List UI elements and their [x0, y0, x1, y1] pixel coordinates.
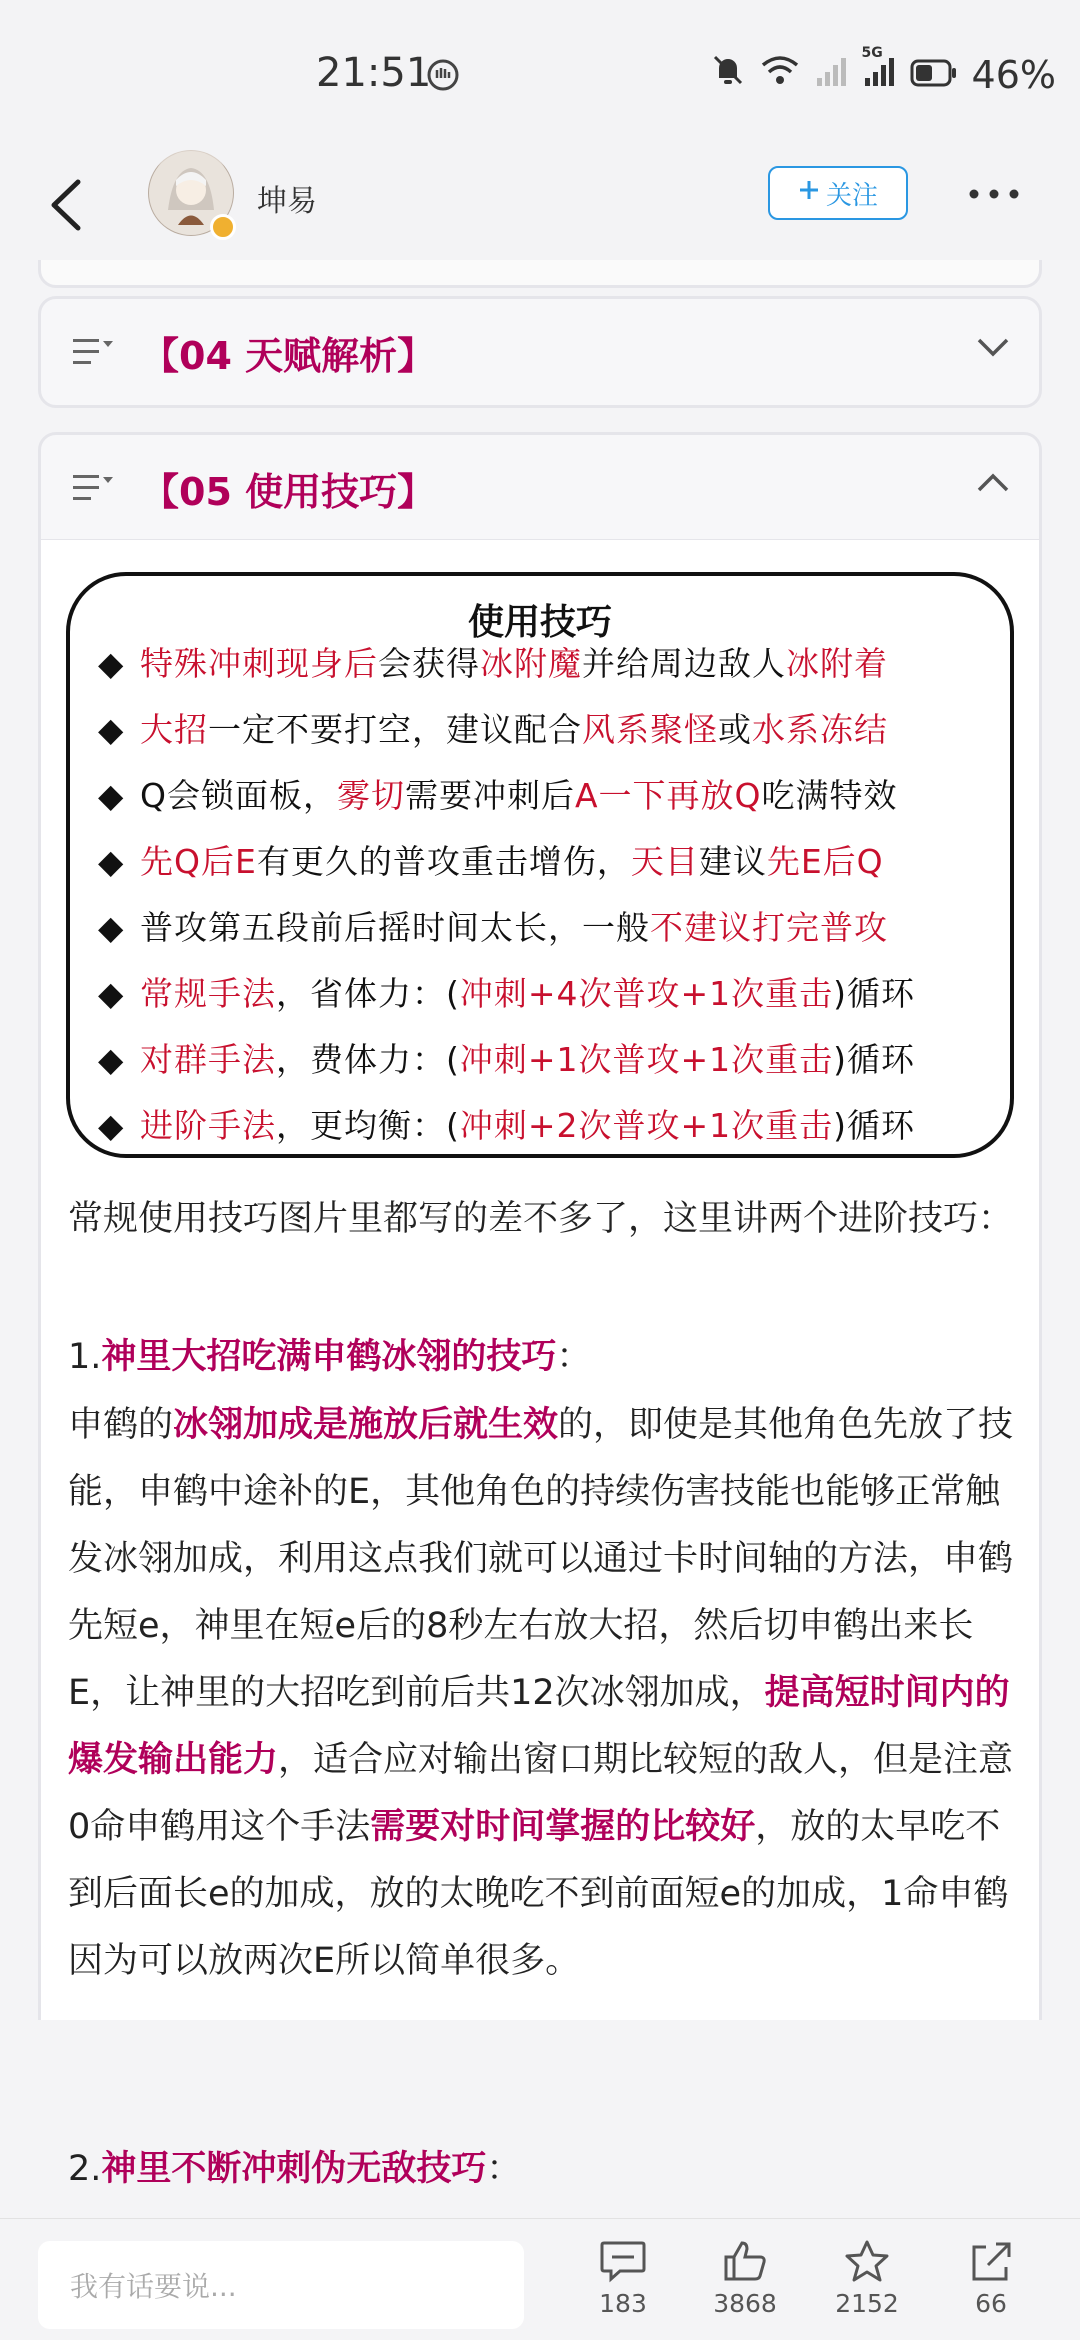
- tip-highlight: 进阶手法: [140, 1106, 276, 1145]
- tip-colon: ：: [486, 2149, 522, 2189]
- tips-image[interactable]: [66, 572, 1014, 1158]
- diamond-bullet-icon: ◆: [98, 776, 125, 815]
- tip-highlight: 冰附魔: [480, 644, 582, 683]
- previous-section-card[interactable]: [38, 260, 1042, 288]
- tip-line: [98, 1100, 915, 1147]
- tip-line: [98, 968, 915, 1015]
- tip-colon: ：: [556, 1337, 592, 1377]
- comment-input[interactable]: 我有话要说...: [38, 2241, 524, 2329]
- tip-highlight: 对群手法: [140, 1040, 276, 1079]
- section-04-header[interactable]: [38, 296, 1042, 408]
- article-intro: 常规使用技巧图片里都写的差不多了，这里讲两个进阶技巧：: [68, 1199, 1014, 1239]
- comment-count: 183: [599, 2289, 647, 2318]
- tip-text: 有更久的普攻重击增伤，: [256, 842, 631, 881]
- status-bar: [0, 0, 1080, 150]
- battery-icon: [910, 53, 958, 97]
- section-title: 【05 使用技巧】: [141, 470, 436, 514]
- diamond-bullet-icon: ◆: [98, 1040, 125, 1079]
- tip-line: [98, 1034, 915, 1081]
- mute-bell-icon: [710, 52, 746, 97]
- tip-highlight: 先E后Q: [766, 842, 884, 881]
- tip-number: 2.: [68, 2149, 102, 2189]
- tip-highlight: 先Q后E: [140, 842, 257, 881]
- follow-button[interactable]: [768, 166, 908, 220]
- share-icon: [966, 2268, 1016, 2287]
- share-button[interactable]: [946, 2239, 1036, 2318]
- tip-title: 神里大招吃满申鹤冰翎的技巧: [101, 1337, 557, 1377]
- battery-percent: 46%: [971, 52, 1056, 97]
- tip-highlight: A一下再放Q: [574, 776, 762, 815]
- tip-text: 吃满特效: [761, 776, 898, 815]
- tip-highlight: 常规手法: [140, 974, 276, 1013]
- paragraph-text: 申鹤的: [68, 1405, 174, 1445]
- tip-text: 并给周边敌人: [582, 644, 786, 683]
- like-button[interactable]: [700, 2239, 790, 2318]
- tip-text: )循环: [833, 1106, 916, 1145]
- signal-5g-icon: [861, 44, 896, 97]
- diamond-bullet-icon: ◆: [98, 644, 125, 683]
- section-title: 【04 天赋解析】: [141, 334, 436, 378]
- avatar[interactable]: [148, 150, 234, 236]
- thumbs-up-icon: [720, 2268, 770, 2287]
- paragraph-text: ，放的太早吃不到后面长e的加成，放的太晚吃不到前面短e的加成，1命申鹤因为可以放两次E所以简单很多。: [68, 1807, 1009, 1981]
- chevron-up-icon[interactable]: [975, 471, 1011, 499]
- tip-highlight: 天目: [630, 842, 699, 881]
- tip-highlight: 冲刺+4次普攻+1次重击: [459, 974, 834, 1013]
- tip-text: )循环: [833, 974, 916, 1013]
- diamond-bullet-icon: ◆: [98, 908, 125, 947]
- tips-title: 使用技巧: [467, 602, 612, 643]
- tip-line: [98, 902, 888, 949]
- network-label: 5G: [861, 44, 883, 61]
- tip-highlight: 冰附着: [786, 644, 888, 683]
- tip-line: [98, 638, 888, 685]
- tip-highlight: 冲刺+2次普攻+1次重击: [459, 1106, 834, 1145]
- top-navigation: [0, 150, 1080, 260]
- paragraph-highlight: 冰翎加成是施放后就生效: [173, 1405, 559, 1445]
- tip-text: )循环: [833, 1040, 916, 1079]
- tip-highlight: 风系聚怪: [582, 710, 718, 749]
- section-list-icon: [73, 337, 115, 371]
- paragraph-text: 的，即使是其他角色先放了技能，申鹤中途补的E，其他角色的持续伤害技能也能够正常触发冰翎加成，利用这点我们就可以通过卡时间轴的方法，申鹤先短e，神里在短e后的8秒左右放大招，然后切申鹤出来长E，让神里的大招吃到前后共12次冰翎加成，: [68, 1405, 1014, 1713]
- tip-text: ，更均衡：(: [276, 1106, 460, 1145]
- section-list-icon: [73, 473, 115, 507]
- tip-highlight: 雾切: [336, 776, 405, 815]
- verified-badge-icon: [210, 214, 236, 240]
- chevron-down-icon[interactable]: [975, 335, 1011, 363]
- follow-label: 关注: [825, 180, 878, 211]
- share-count: 66: [975, 2289, 1007, 2318]
- plus-icon: [798, 178, 820, 208]
- tip1-paragraph: [68, 1392, 1028, 1995]
- paragraph-highlight: 需要对时间掌握的比较好: [370, 1807, 756, 1847]
- bottom-action-bar: [0, 2218, 1080, 2340]
- favorite-button[interactable]: [822, 2239, 912, 2318]
- diamond-bullet-icon: ◆: [98, 974, 125, 1013]
- tip-line: [98, 836, 884, 883]
- section-05-header[interactable]: [38, 432, 1042, 542]
- author-name[interactable]: 坤易: [257, 184, 317, 219]
- diamond-bullet-icon: ◆: [98, 710, 125, 749]
- tip-highlight: 不建议打完普攻: [650, 908, 888, 947]
- paragraph-text: ，适合应对输出窗口期比较短的敌人，但是注意0命申鹤用这个手法: [68, 1740, 1014, 1847]
- tip-line: [98, 704, 888, 751]
- star-icon: [842, 2268, 892, 2287]
- wifi-icon: [760, 53, 800, 97]
- comment-button[interactable]: [578, 2239, 668, 2318]
- tip1-heading: [68, 1324, 1028, 1391]
- favorite-count: 2152: [835, 2289, 899, 2318]
- tip-text: ，费体力：(: [276, 1040, 460, 1079]
- paragraph-highlight: 提高短时间内的爆发输出能力: [68, 1673, 1010, 1780]
- tip-text: 需要冲刺后: [404, 776, 575, 815]
- diamond-bullet-icon: ◆: [98, 842, 125, 881]
- tip-highlight: 大招: [140, 710, 208, 749]
- tip-text: 建议: [698, 842, 767, 881]
- signal-icon: [814, 53, 848, 97]
- tip-text: Q会锁面板，: [140, 776, 337, 815]
- tip-text: 普攻第五段前后摇时间太长，一般: [140, 908, 650, 947]
- tip-text: ，省体力：(: [276, 974, 460, 1013]
- diamond-bullet-icon: ◆: [98, 1106, 125, 1145]
- tip-highlight: 特殊冲刺现身后: [140, 644, 378, 683]
- status-icons: [710, 44, 1056, 97]
- like-count: 3868: [713, 2289, 777, 2318]
- tip-line: [98, 770, 898, 817]
- tip2-heading: [68, 2136, 1028, 2203]
- comment-icon: [598, 2268, 648, 2287]
- tip-number: 1.: [68, 1337, 102, 1377]
- more-options-icon[interactable]: [966, 174, 1022, 214]
- hand-icon: [426, 58, 460, 96]
- back-button[interactable]: [40, 170, 100, 240]
- tip-highlight: 水系冻结: [752, 710, 888, 749]
- tip-highlight: 冲刺+1次普攻+1次重击: [459, 1040, 834, 1079]
- tip-title: 神里不断冲刺伪无敌技巧: [101, 2149, 487, 2189]
- tip-text: 一定不要打空，建议配合: [208, 710, 582, 749]
- status-time: 21:51: [316, 50, 432, 96]
- tip-text: 会获得: [378, 644, 480, 683]
- tip-text: 或: [718, 710, 752, 749]
